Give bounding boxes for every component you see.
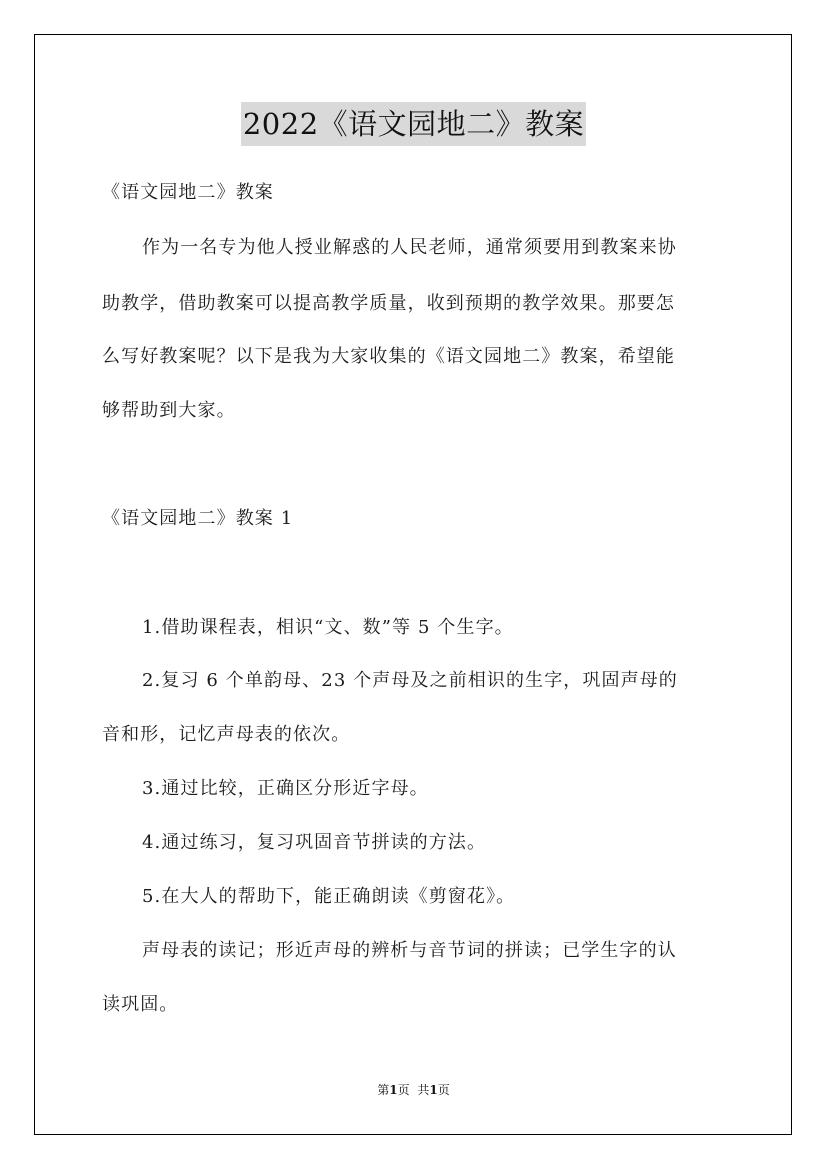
list-item: 2.复习 6 个单韵母、23 个声母及之前相识的生字，巩固声母的: [142, 670, 678, 691]
list-item-continuation: 音和形，记忆声母表的依次。: [102, 724, 351, 745]
paragraph-line: 么写好教案呢？以下是我为大家收集的《语文园地二》教案，希望能: [102, 346, 675, 367]
footer-total-suffix: 页: [437, 1083, 450, 1097]
section-heading: 《语文园地二》教案 1: [102, 508, 294, 529]
list-item: 3.通过比较，正确区分形近字母。: [142, 778, 429, 799]
list-item: 5.在大人的帮助下，能正确朗读《剪窗花》。: [142, 886, 516, 907]
paragraph-line: 够帮助到大家。: [102, 400, 236, 421]
footer-page-prefix: 第: [377, 1083, 390, 1097]
list-item: 1.借助课程表，相识“文、数”等 5 个生字。: [142, 617, 514, 638]
footer-total-number: 1: [429, 1083, 438, 1097]
footer-page-number: 1: [389, 1083, 398, 1097]
paragraph-line: 声母表的读记；形近声母的辨析与音节词的拼读；已学生字的认: [142, 940, 677, 961]
paragraph-line: 《语文园地二》教案: [102, 182, 274, 203]
paragraph-line: 读巩固。: [102, 994, 179, 1015]
footer-page-suffix: 页: [397, 1083, 410, 1097]
list-item: 4.通过练习，复习巩固音节拼读的方法。: [142, 832, 487, 853]
paragraph-line: 作为一名专为他人授业解惑的人民老师，通常须要用到教案来协: [142, 237, 677, 258]
document-title-text: 2022《语文园地二》教案: [241, 102, 586, 146]
paragraph-line: 助教学，借助教案可以提高教学质量，收到预期的教学效果。那要怎: [102, 293, 675, 314]
document-title: [0, 101, 827, 145]
page-footer: [0, 1082, 827, 1098]
footer-total-prefix: 共: [417, 1083, 430, 1097]
